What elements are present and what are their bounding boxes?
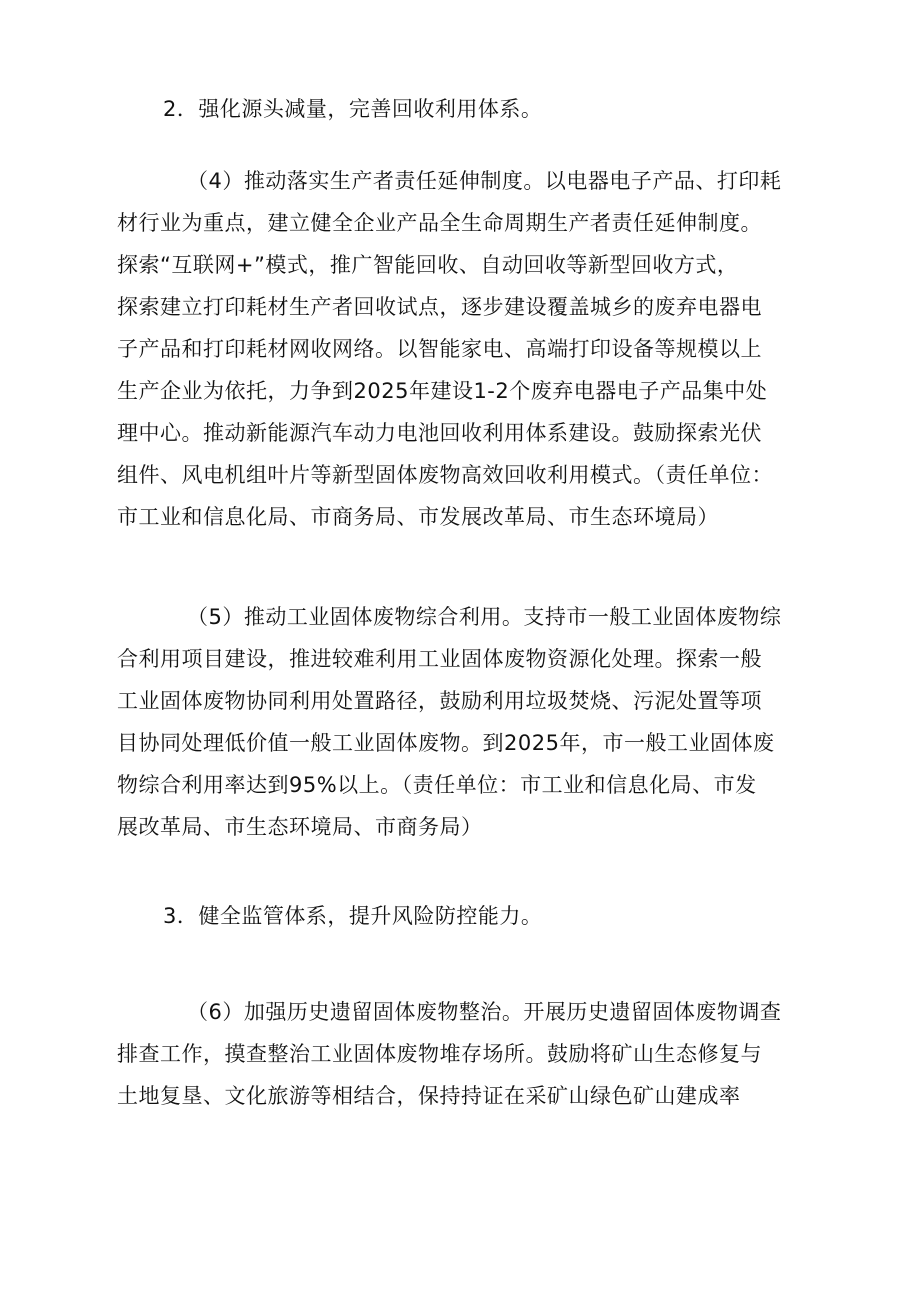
paragraph-4-line: 材行业为重点，建立健全企业产品全生命周期生产者责任延伸制度。 (117, 211, 762, 235)
paragraph-5-line: 目协同处理低价值一般工业固体废物。到2025年，市一般工业固体废 (117, 731, 775, 755)
paragraph-6 (117, 991, 811, 1117)
paragraph-4-line: 子产品和打印耗材网收网络。以智能家电、高端打印设备等规模以上 (117, 337, 762, 361)
paragraph-4-line: 探索“互联网+”模式，推广智能回收、自动回收等新型回收方式， (117, 253, 739, 277)
paragraph-4-line: 探索建立打印耗材生产者回收试点，逐步建设覆盖城乡的废弃电器电 (117, 295, 762, 319)
paragraph-5-line: （5）推动工业固体废物综合利用。支持市一般工业固体废物综 (187, 605, 782, 629)
paragraph-5-line: 合利用项目建设，推进较难利用工业固体废物资源化处理。探索一般 (117, 647, 762, 671)
paragraph-5-line: 物综合利用率达到95%以上。（责任单位：市工业和信息化局、市发 (117, 773, 757, 797)
paragraph-4 (117, 160, 811, 538)
paragraph-5 (117, 596, 811, 848)
paragraph-4-line: 生产企业为依托，力争到2025年建设1-2个废弃电器电子产品集中处 (117, 379, 768, 403)
paragraph-4-line: 组件、风电机组叶片等新型固体废物高效回收利用模式。（责任单位： (117, 463, 773, 487)
section-heading-3: 3．健全监管体系，提升风险防控能力。 (163, 904, 543, 928)
section-heading-2: 2．强化源头减量，完善回收利用体系。 (163, 97, 543, 121)
paragraph-4-line: 市工业和信息化局、市商务局、市发展改革局、市生态环境局） (117, 505, 719, 529)
paragraph-5-line: 展改革局、市生态环境局、市商务局） (117, 815, 483, 839)
paragraph-4-line: （4）推动落实生产者责任延伸制度。以电器电子产品、打印耗 (187, 169, 782, 193)
paragraph-4-line: 理中心。推动新能源汽车动力电池回收利用体系建设。鼓励探索光伏 (117, 421, 762, 445)
paragraph-5-line: 工业固体废物协同利用处置路径，鼓励利用垃圾焚烧、污泥处置等项 (117, 689, 762, 713)
paragraph-6-line: 土地复垦、文化旅游等相结合，保持持证在采矿山绿色矿山建成率 (117, 1084, 741, 1108)
paragraph-6-line: （6）加强历史遗留固体废物整治。开展历史遗留固体废物调查 (187, 1000, 782, 1024)
paragraph-6-line: 排查工作，摸查整治工业固体废物堆存场所。鼓励将矿山生态修复与 (117, 1042, 762, 1066)
